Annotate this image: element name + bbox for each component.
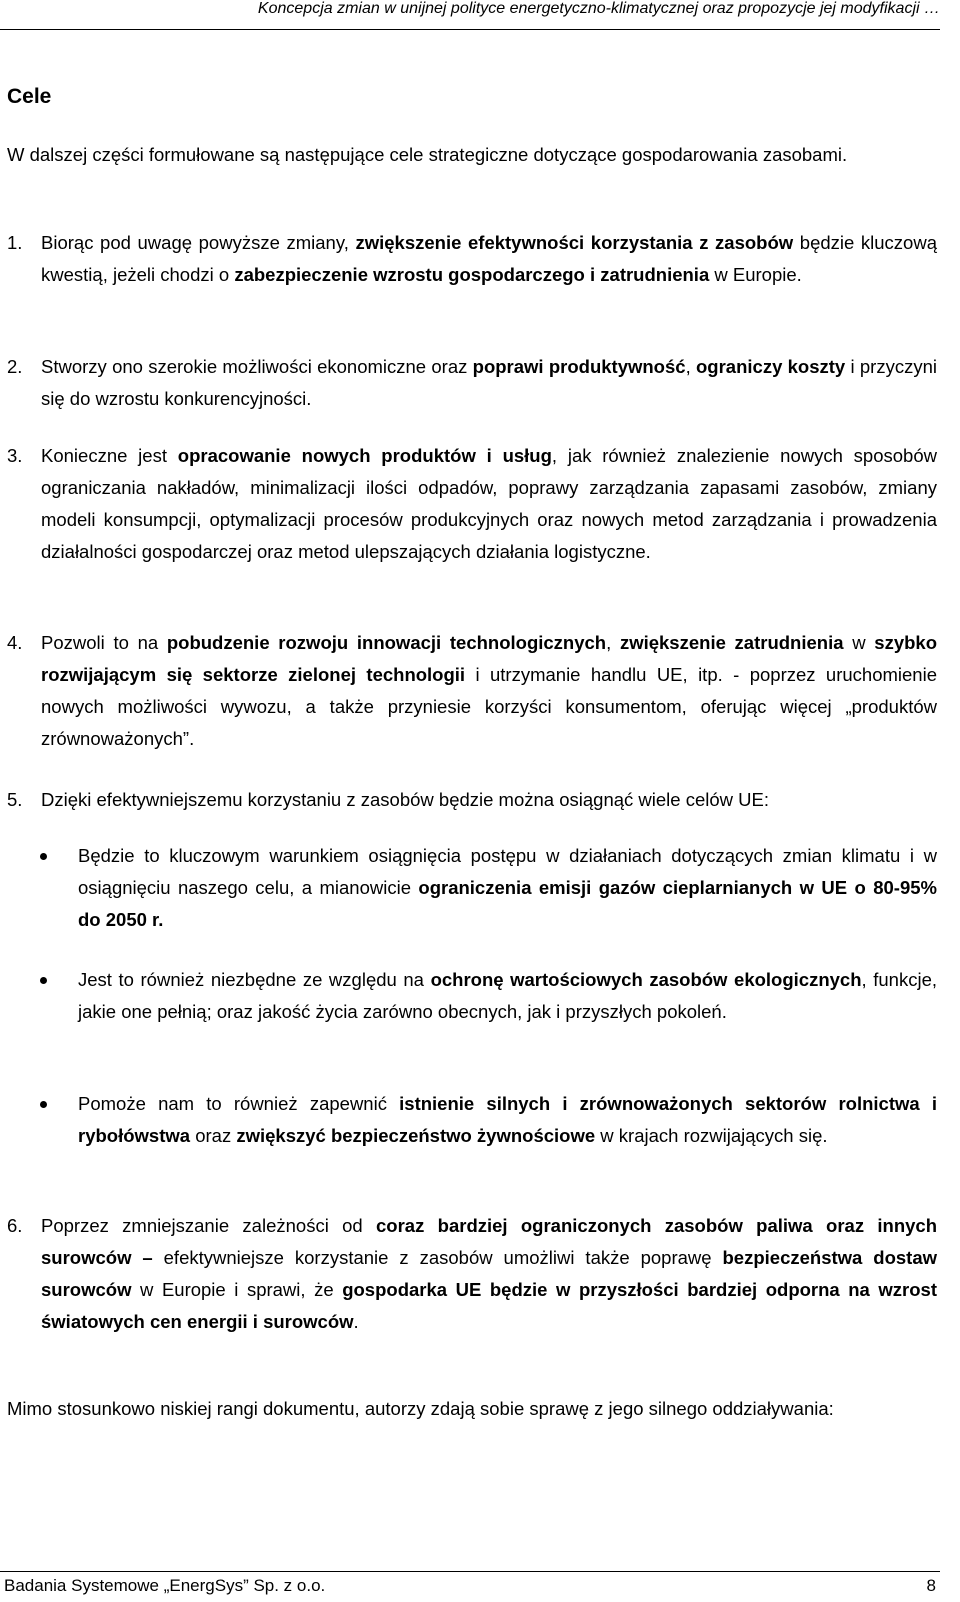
text-run: , jak również znalezienie nowych sposobów ograniczania nakładów, minimalizacji ilości odpadów, poprawy zarządzania zapasami zasobów, zmiany modeli konsumpcji, optymalizacji procesów produkcyjnych oraz nowych metod zarządzania i prowadzenia działalności gospodarczej oraz metod ulepszających działania logistyczne.	[41, 445, 937, 562]
page-number: 8	[926, 1576, 936, 1595]
bold-text: bezpieczeństwa dostaw surowców	[41, 1247, 937, 1300]
bullet-item-1	[78, 840, 937, 936]
header-title: Koncepcja zmian w unijnej polityce energetyczno-klimatycznej oraz propozycje jej modyfikacji …	[257, 0, 940, 17]
text-run: w Europie i sprawi, że	[131, 1279, 343, 1300]
bold-text: ochronę wartościowych zasobów ekologicznych	[430, 969, 862, 990]
text-run: efektywniejsze korzystanie z zasobów umożliwi także poprawę	[152, 1247, 723, 1268]
bold-text: pobudzenie rozwoju innowacji technologicznych	[166, 632, 607, 653]
page-header	[0, 0, 940, 30]
item-number: 2.	[7, 356, 23, 377]
bold-text: ograniczenia emisji gazów cieplarnianych w UE o 80-95% do 2050 r.	[78, 877, 937, 930]
item-number: 5.	[7, 789, 23, 810]
text-run: Dzięki efektywniejszemu korzystaniu z zasobów będzie można osiągnąć wiele celów UE:	[41, 789, 769, 810]
text-run: , funkcje, jakie one pełnią; oraz jakość życia zarówno obecnych, jak i przyszłych pokoleń.	[78, 969, 937, 1022]
bold-text: poprawi produktywność	[472, 356, 686, 377]
bold-text: opracowanie nowych produktów i usług	[177, 445, 552, 466]
bold-text: zabezpieczenie wzrostu gospodarczego i zatrudnienia	[234, 264, 710, 285]
text-run: w	[843, 632, 875, 653]
goal-item-2	[41, 351, 937, 415]
text-run: ,	[606, 632, 620, 653]
item-number: 6.	[7, 1215, 23, 1236]
text-run: w krajach rozwijających się.	[595, 1125, 828, 1146]
item-number: 4.	[7, 632, 23, 653]
text-run: oraz	[190, 1125, 237, 1146]
bold-text: szybko rozwijającym się sektorze zielonej technologii	[41, 632, 937, 685]
bullet-icon	[40, 977, 47, 984]
bold-text: zwiększenie efektywności korzystania z zasobów	[355, 232, 794, 253]
goal-item-4	[41, 627, 937, 755]
item-number: 3.	[7, 445, 23, 466]
bullet-item-3	[78, 1088, 937, 1152]
bullet-icon	[40, 1101, 47, 1108]
goal-item-3	[41, 440, 937, 568]
text-run: Jest to również niezbędne ze względu na	[78, 969, 431, 990]
text-run: w Europie.	[709, 264, 802, 285]
closing-paragraph: Mimo stosunkowo niskiej rangi dokumentu, autorzy zdają sobie sprawę z jego silnego oddziaływania:	[7, 1398, 834, 1419]
text-run: Biorąc pod uwagę powyższe zmiany,	[41, 232, 356, 253]
goal-item-5	[41, 784, 937, 816]
bullet-icon	[40, 853, 47, 860]
bold-text: gospodarka UE będzie w przyszłości bardziej odporna na wzrost światowych cen energii i surowców	[41, 1279, 937, 1332]
text-run: i przyczyni się do wzrostu konkurencyjności.	[41, 356, 937, 409]
text-run: Będzie to kluczowym warunkiem osiągnięcia postępu w działaniach dotyczących zmian klimatu i w osiągnięciu naszego celu, a mianowicie	[78, 845, 937, 898]
text-run: będzie kluczową kwestią, jeżeli chodzi o	[41, 232, 937, 285]
text-run: Konieczne jest	[41, 445, 178, 466]
text-run: Pozwoli to na	[41, 632, 167, 653]
intro-paragraph: W dalszej części formułowane są następujące cele strategiczne dotyczące gospodarowania zasobami.	[7, 144, 848, 165]
text-run: i utrzymanie handlu UE, itp. - poprzez uruchomienie nowych możliwości wywozu, a także przyniesie korzyści konsumentom, oferując więcej „produktów zrównoważonych”.	[41, 664, 937, 749]
bold-text: ograniczy koszty	[696, 356, 846, 377]
item-number: 1.	[7, 232, 23, 253]
text-run: Pomoże nam to również zapewnić	[78, 1093, 400, 1114]
bold-text: zwiększyć bezpieczeństwo żywnościowe	[236, 1125, 596, 1146]
goal-item-1	[41, 227, 937, 291]
bold-text: zwiększenie zatrudnienia	[619, 632, 844, 653]
goal-item-6	[41, 1210, 937, 1338]
section-heading: Cele	[7, 85, 52, 108]
text-run: Poprzez zmniejszanie zależności od	[41, 1215, 377, 1236]
text-run: ,	[685, 356, 696, 377]
text-run: .	[353, 1311, 359, 1332]
text-run: Stworzy ono szerokie możliwości ekonomiczne oraz	[41, 356, 473, 377]
page-footer	[0, 1571, 940, 1602]
bold-text: istnienie silnych i zrównoważonych sektorów rolnictwa i rybołówstwa	[78, 1093, 937, 1146]
bold-text: coraz bardziej ograniczonych zasobów paliwa oraz innych surowców –	[41, 1215, 937, 1268]
bullet-item-2	[78, 964, 937, 1028]
footer-company: Badania Systemowe „EnergSys” Sp. z o.o.	[4, 1576, 326, 1595]
